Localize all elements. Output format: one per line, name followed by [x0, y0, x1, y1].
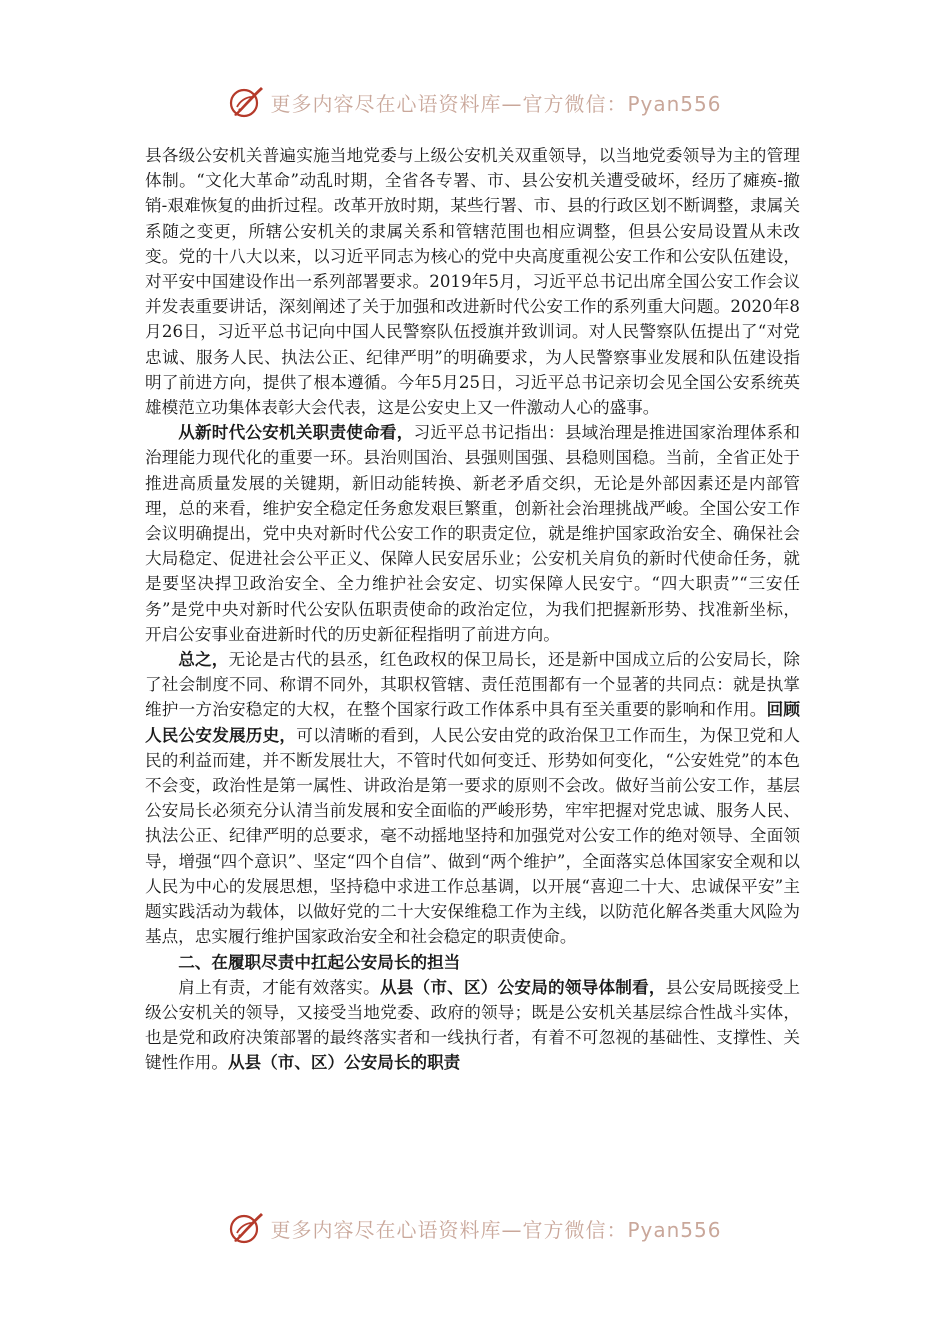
paragraph-2: [145, 420, 800, 647]
banner-text: 更多内容尽在心语资料库—官方微信：Pyan556: [270, 1217, 722, 1242]
watermark-banner-bottom: [0, 1208, 950, 1248]
banner-text: 更多内容尽在心语资料库—官方微信：Pyan556: [270, 91, 722, 116]
bold-lead: 从新时代公安机关职责使命看，: [178, 422, 414, 443]
bold-lead: 总之，: [178, 649, 229, 670]
text-run: 习近平总书记指出：县域治理是推进国家治理体系和治理能力现代化的重要一环。县治则国治、县强则国强、县稳则国稳。当前，全省正处于推进高质量发展的关键期，新旧动能转换、新老矛盾交织，无论是外部因素还是内部管理，总的来看，维护安全稳定任务愈发艰巨繁重，创新社会治理挑战严峻。全国公安工作会议明确提出，党中央对新时代公安工作的职责定位，就是维护国家政治安全、确保社会大局稳定、促进社会公平正义、保障人民安居乐业；公安机关肩负的新时代使命任务，就是要坚决捍卫政治安全、全力维护社会安定、切实保障人民安宁。“四大职责”“三安任务”是党中央对新时代公安队伍职责使命的政治定位，为我们把握新形势、找准新坐标，开启公安事业奋进新时代的历史新征程指明了前进方向。: [145, 423, 801, 644]
heading-text: 二、在履职尽责中扛起公安局长的担当: [178, 951, 461, 972]
watermark-banner-top: [0, 82, 950, 122]
text-run: 县公安局既接受上级公安机关的领导，又接受当地党委、政府的领导；既是公安机关基层综合性战斗实体，也是党和政府决策部署的最终落实者和一线执行者，有着不可忽视的基础性、支撑性、关键性作用。: [145, 977, 801, 1073]
text-run: 县各级公安机关普遍实施当地党委与上级公安机关双重领导，以当地党委领导为主的管理体制。“文化大革命”动乱时期，全省各专署、市、县公安机关遭受破坏，经历了瘫痪-撤销-艰难恢复的曲折过程。改革开放时期，某些行署、市、县的行政区划不断调整，隶属关系随之变更，所辖公安机关的隶属关系和管辖范围也相应调整，但县公安局设置从未改变。党的十八大以来，以习近平同志为核心的党中央高度重视公安工作和公安队伍建设，对平安中国建设作出一系列部署要求。2019年5月，习近平总书记出席全国公安工作会议并发表重要讲话，深刻阐述了关于加强和改进新时代公安工作的系列重大问题。2020年8月26日，习近平总书记向中国人民警察队伍授旗并致训词。对人民警察队伍提出了“对党忠诚、服务人民、执法公正、纪律严明”的明确要求，为人民警察事业发展和队伍建设指明了前进方向，提供了根本遵循。今年5月25日，习近平总书记亲切会见全国公安系统英雄模范立功集体表彰大会代表，这是公安史上又一件激动人心的盛事。: [145, 146, 800, 418]
pen-logo-icon: [228, 1211, 264, 1245]
pen-logo-icon: [228, 85, 264, 119]
paragraph-3: [145, 647, 800, 949]
section-heading: [145, 950, 800, 975]
paragraph-5: [145, 975, 800, 1076]
text-run: 肩上有责，才能有效落实。: [178, 977, 380, 997]
bold-phrase: 从县（市、区）公安局长的职责: [227, 1052, 461, 1073]
text-run: 可以清晰的看到，人民公安由党的政治保卫工作而生，为保卫党和人民的利益而建，并不断发展壮大，不管时代如何变迁、形势如何变化，“公安姓党”的本色不会变，政治性是第一属性、讲政治是第一要求的原则不会改。做好当前公安工作，基层公安局长必须充分认清当前发展和安全面临的严峻形势，牢牢把握对党忠诚、服务人民、执法公正、纪律严明的总要求，毫不动摇地坚持和加强党对公安工作的绝对领导、全面领导，增强“四个意识”、坚定“四个自信”、做到“两个维护”，全面落实总体国家安全观和以人民为中心的发展思想，坚持稳中求进工作总基调，以开展“喜迎二十大、忠诚保平安”主题实践活动为载体，以做好党的二十大安保维稳工作为主线，以防范化解各类重大风险为基点，忠实履行维护国家政治安全和社会稳定的职责使命。: [145, 725, 800, 947]
document-body: [145, 143, 800, 1076]
bold-phrase: 从县（市、区）公安局的领导体制看，: [379, 976, 666, 997]
paragraph-1: [145, 143, 800, 420]
bold-phrase: 回顾人民公安发展历史，: [145, 699, 801, 745]
text-run: 无论是古代的县丞，红色政权的保卫局长，还是新中国成立后的公安局长，除了社会制度不同、称谓不同外，其职权管辖、责任范围都有一个显著的共同点：就是执掌维护一方治安稳定的大权，在整个国家行政工作体系中具有至关重要的影响和作用。: [145, 650, 801, 720]
